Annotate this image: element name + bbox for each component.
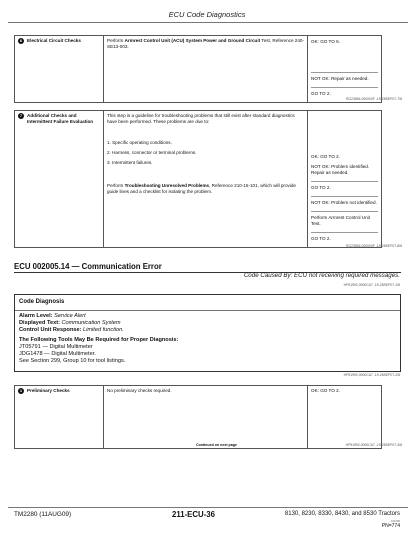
- step-7-label: Additional Checks and Intermittent Failure Evaluation: [27, 113, 94, 124]
- displayed-text: [19, 320, 121, 327]
- step-7-instruction: [107, 183, 304, 195]
- step-6-label-cell: [15, 36, 104, 103]
- section-ref: HP51992,0000CA7 -19-28SEP07-1/8: [343, 283, 400, 287]
- step-7-problem-2: 2. Harness, connector or terminal problems.: [107, 150, 197, 155]
- step-1-ref: HP51992,0000CA7 -19-28SEP07-3/8: [345, 443, 402, 447]
- step-7-result-ok: OK: GO TO 2.: [311, 154, 340, 159]
- code-caused-by: Code Caused By: ECU not receiving required messages.: [243, 272, 400, 279]
- tool-1: JT05791 — Digital Multimeter: [19, 344, 93, 350]
- step-6-body-bold: Armrest Control Unit (ACU) System Power and Ground Circuit: [124, 38, 261, 43]
- step-7-table: [14, 110, 382, 248]
- step-6-table: [14, 35, 382, 103]
- step-7-result-notok-unidentified: NOT OK: Problem not identified.: [311, 200, 377, 205]
- footer-pn: PN=774: [381, 523, 400, 529]
- step-6-body-suffix: Test, Reference 240-SE13-003.: [107, 38, 304, 49]
- footer-rule: [8, 507, 408, 508]
- step-6-body-prefix: Perform: [107, 38, 125, 43]
- step-7-results: [308, 111, 382, 248]
- code-diagnosis-box: [14, 294, 401, 372]
- step-1-table: [14, 385, 382, 449]
- control-unit-response-label: Control Unit Response:: [19, 327, 82, 333]
- displayed-text-label: Displayed Text:: [19, 320, 60, 326]
- step-6-result-ok: OK: GO TO 6.: [311, 39, 340, 44]
- header-rule: [8, 22, 408, 23]
- step-7-intro: This step is a guideline for troubleshooting problems that still exist after standard diagnostics have been performed. These problems are due to:: [107, 113, 295, 124]
- tools-heading: The Following Tools May Be Required for Proper Diagnosis:: [19, 337, 179, 343]
- tool-2: JDG1478 — Digital Multimeter.: [19, 351, 96, 357]
- control-unit-response: [19, 327, 124, 334]
- step-6-result-notok: NOT OK: Repair as needed.: [311, 76, 369, 81]
- step-1-body: No preliminary checks required.: [104, 386, 308, 449]
- step-6-results: [308, 36, 382, 103]
- step-1-result: OK: GO TO 2.: [308, 386, 382, 449]
- step-7-result-goto-2: GO TO 2.: [311, 236, 331, 241]
- continued-note: Continued on next page: [196, 443, 237, 447]
- step-7-number-icon: 7: [19, 113, 23, 118]
- footer-page-number: 211-ECU-36: [172, 510, 215, 519]
- displayed-text-value: Communication System: [61, 320, 121, 326]
- footer-models: 8130, 8230, 8330, 8430, and 8530 Tractors: [284, 511, 400, 517]
- tool-reference: See Section 299, Group 10 for tool listings.: [19, 358, 126, 364]
- step-7-body-bold: Troubleshooting Unresolved Problems: [124, 183, 210, 188]
- step-6-result-goto: GO TO 2.: [311, 91, 331, 96]
- alarm-level: [19, 313, 86, 320]
- alarm-level-value: Service Alert: [54, 313, 86, 319]
- step-7-ref: RG23854,000000F -19-28SEP07-8/8: [346, 244, 402, 248]
- page-header: ECU Code Diagnostics: [168, 10, 246, 19]
- alarm-level-label: Alarm Level:: [19, 313, 53, 319]
- step-7-result-perform: Perform Armrest Control Unit Test.: [311, 215, 370, 226]
- control-unit-response-value: Limited function.: [83, 327, 124, 333]
- step-7-body: [104, 111, 308, 248]
- step-7-label-cell: [15, 111, 104, 248]
- diagnosis-ref: HP51992,0000CA7 -19-28SEP07-2/8: [343, 373, 400, 377]
- step-7-problem-1: 1. Specific operating conditions.: [107, 140, 172, 145]
- code-diagnosis-heading: Code Diagnosis: [19, 299, 65, 305]
- section-title: ECU 002005.14 — Communication Error: [14, 262, 162, 271]
- step-1-label: Preliminary Checks: [27, 388, 70, 393]
- footer-manual-id: TM2280 (11AUG09): [14, 511, 72, 518]
- step-7-problem-3: 3. Intermittent failures.: [107, 160, 153, 165]
- step-1-label-cell: [15, 386, 104, 449]
- step-6-ref: RG23854,000000F -19-28SEP07-7/8: [346, 97, 402, 101]
- step-6-number-icon: 6: [19, 38, 23, 43]
- step-6-body: [104, 36, 308, 103]
- footer-date-code: 011409: [390, 519, 400, 523]
- step-7-body-prefix: Perform: [107, 183, 125, 188]
- step-7-result-notok-identified: NOT OK: Problem identified. Repair as needed.: [311, 164, 370, 175]
- step-7-body-suffix: , Reference 210-15-101, which will provide guide lines and a checklist for isolating the problem.: [107, 183, 296, 194]
- step-1-number-icon: 1: [19, 388, 23, 393]
- step-7-result-goto-1: GO TO 2.: [311, 185, 331, 190]
- step-6-label: Electrical Circuit Checks: [27, 38, 81, 43]
